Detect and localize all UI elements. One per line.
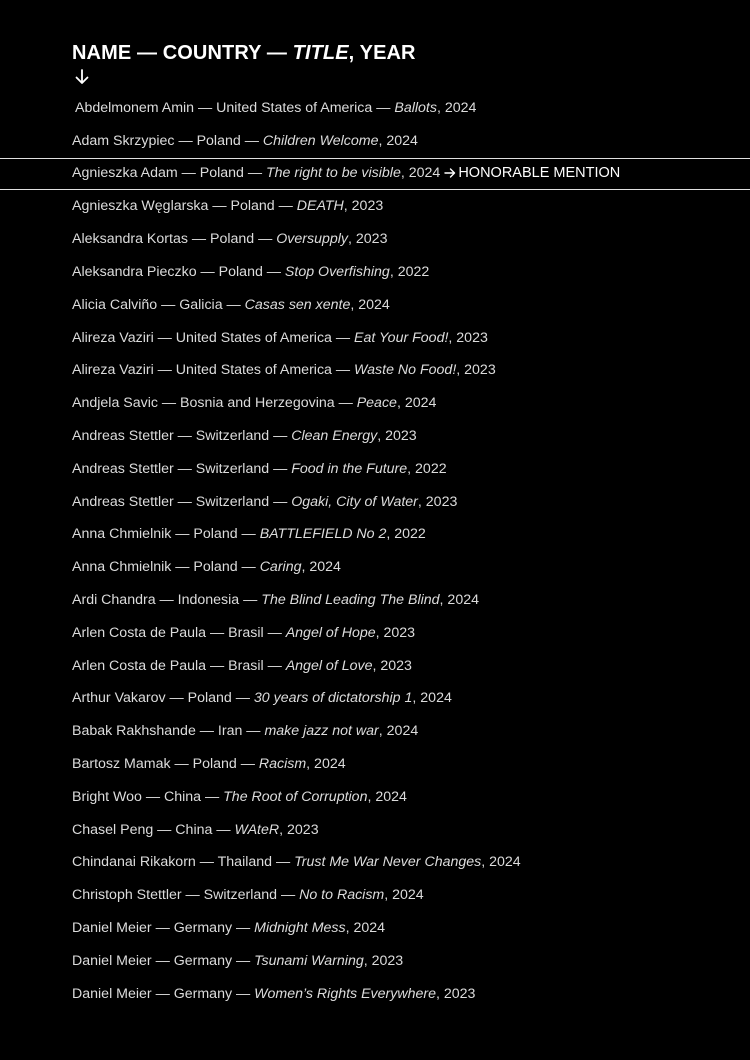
entry-title: make jazz not war [264, 723, 379, 740]
entry-year: , 2023 [279, 821, 319, 838]
entry-year: , 2024 [396, 395, 437, 412]
legend-year: YEAR [359, 42, 416, 64]
entry-title: Angel of Hope [285, 624, 376, 641]
arrow-right-icon [444, 168, 456, 178]
list-item [0, 617, 750, 650]
entry-name-country: Bartosz Mamak — Poland — [72, 755, 259, 772]
entry-year: , 2023 [348, 231, 388, 248]
list-item [0, 190, 750, 223]
entry-name-country: Daniel Meier — Germany — [72, 985, 255, 1002]
entry-year: , 2024 [306, 755, 346, 772]
list-item [0, 322, 750, 355]
entry-title: Clean Energy [291, 427, 378, 444]
entry-title: No to Racism [299, 887, 385, 904]
entry-year: , 2023 [436, 985, 476, 1002]
entry-name-country: Arlen Costa de Paula — Brasil — [72, 657, 286, 674]
entry-year: , 2023 [417, 493, 458, 510]
entry-title: Casas sen xente [244, 296, 351, 313]
entry-year: , 2024 [384, 887, 424, 904]
legend-separator: — [261, 42, 293, 64]
entry-title: Children Welcome [262, 132, 379, 149]
list-item [0, 125, 750, 158]
entry-title: Oversupply [276, 231, 349, 248]
entry-name-country: Andreas Stettler — Switzerland — [72, 460, 292, 477]
entry-title: Ballots [394, 100, 437, 116]
entry-year: , 2024 [481, 854, 521, 871]
entry-name-country: Daniel Meier — Germany — [72, 919, 255, 936]
list-item [0, 682, 750, 715]
list-item [0, 650, 750, 683]
entry-year: , 2024 [367, 788, 407, 805]
list-item [0, 256, 750, 289]
entry-name-country: Christoph Stettler — Switzerland — [72, 887, 300, 904]
entry-name-country: Alicia Calviño — Galicia — [72, 296, 245, 313]
entry-name-country: Abdelmonem Amin — United States of America — [75, 100, 395, 116]
list-item [0, 551, 750, 584]
list-item [0, 289, 750, 322]
entry-name-country: Aleksandra Kortas — Poland — [72, 231, 277, 248]
entry-name-country: Chasel Peng — China — [72, 821, 235, 838]
entry-list [0, 92, 750, 1010]
entry-name-country: Arthur Vakarov — Poland — [72, 690, 254, 707]
entry-name-country: Alireza Vaziri — United States of America — [72, 362, 355, 379]
entry-name-country: Adam Skrzypiec — Poland — [72, 132, 263, 149]
entry-name-country: Daniel Meier — Germany — [72, 952, 255, 969]
entry-year: , 2024 [378, 132, 418, 149]
entry-name-country: Arlen Costa de Paula — Brasil — [72, 624, 286, 641]
entry-year: , 2024 [301, 559, 341, 576]
entry-title: WAteR [234, 821, 280, 838]
column-legend [72, 40, 416, 66]
entry-year: , 2022 [389, 263, 430, 280]
entry-year: , 2024 [436, 100, 477, 116]
entry-name-country: Ardi Chandra — Indonesia — [72, 591, 262, 608]
list-item [0, 453, 750, 486]
list-item [0, 518, 750, 551]
entry-title: Racism [258, 755, 307, 772]
list-item [0, 781, 750, 814]
entry-name-country: Aleksandra Pieczko — Poland — [72, 263, 285, 280]
list-item [0, 92, 750, 125]
entry-title: Peace [356, 395, 397, 412]
list-item [0, 420, 750, 453]
entry-name-country: Babak Rakhshande — Iran — [72, 723, 265, 740]
entry-title: Food in the Future [291, 460, 408, 477]
entry-name-country: Andjela Savic — Bosnia and Herzegovina — [72, 395, 357, 412]
entry-title: Tsunami Warning [254, 952, 364, 969]
list-item [0, 945, 750, 978]
entry-title: Ogaki, City of Water [291, 493, 418, 510]
entry-title: Trust Me War Never Changes [294, 854, 482, 871]
entry-name-country: Anna Chmielnik — Poland — [72, 526, 260, 543]
list-item [0, 584, 750, 617]
entry-title: Eat Your Food! [354, 329, 449, 346]
legend-title: TITLE [292, 42, 349, 64]
entry-name-country: Anna Chmielnik — Poland — [72, 559, 260, 576]
list-item [0, 486, 750, 519]
entry-title: Women’s Rights Everywhere [254, 985, 436, 1002]
entry-name-country: Bright Woo — China — [72, 788, 224, 805]
list-item [0, 715, 750, 748]
entry-year: , 2024 [345, 919, 386, 936]
entry-name-country: Andreas Stettler — Switzerland — [72, 427, 292, 444]
page-header [72, 40, 416, 86]
list-item [0, 879, 750, 912]
entry-title: BATTLEFIELD No 2 [259, 526, 387, 543]
list-item [0, 223, 750, 256]
entry-title: Stop Overfishing [284, 263, 390, 280]
entry-year: , 2023 [448, 329, 488, 346]
list-item [0, 912, 750, 945]
entry-year: , 2022 [386, 526, 426, 543]
list-item [0, 354, 750, 387]
entry-year: , 2024 [412, 690, 452, 707]
list-item [0, 387, 750, 420]
entry-title: The Root of Corruption [223, 788, 368, 805]
entry-title: The Blind Leading The Blind [261, 591, 440, 608]
entry-year: , 2023 [377, 427, 417, 444]
entry-title: Caring [259, 559, 302, 576]
legend-comma: , [348, 42, 360, 64]
entry-name-country: Andreas Stettler — Switzerland — [72, 493, 292, 510]
entry-title: Midnight Mess [254, 919, 346, 936]
entry-name-country: Agnieszka Węglarska — Poland — [72, 198, 297, 215]
entry-name-country: Alireza Vaziri — United States of America — [72, 329, 355, 346]
entry-name-country: Chindanai Rikakorn — Thailand — [72, 854, 295, 871]
entry-title: DEATH [296, 198, 344, 215]
legend-separator: — [131, 42, 163, 64]
legend-country: COUNTRY [162, 42, 262, 64]
legend-name: NAME [72, 42, 132, 64]
entry-year: , 2024 [350, 296, 390, 313]
honorable-mention-label: HONORABLE MENTION [458, 164, 621, 181]
list-item [0, 748, 750, 781]
entry-year: , 2024 [439, 591, 479, 608]
entry-year: , 2024 [378, 723, 419, 740]
list-item [0, 814, 750, 847]
entry-year: , 2023 [372, 657, 412, 674]
entry-year: , 2023 [375, 624, 416, 641]
entry-year: , 2022 [407, 460, 447, 477]
entry-title: Angel of Love [285, 657, 373, 674]
list-item [0, 978, 750, 1011]
entry-title: 30 years of dictatorship 1 [253, 690, 413, 707]
entry-year: , 2023 [363, 952, 404, 969]
entry-title: The right to be visible [266, 164, 401, 181]
entry-year: , 2023 [343, 198, 384, 215]
entry-name-country: Agnieszka Adam — Poland — [72, 164, 266, 181]
arrow-down-icon [73, 68, 91, 86]
list-item [0, 846, 750, 879]
entry-title: Waste No Food! [354, 362, 457, 379]
list-item-highlighted [0, 158, 750, 191]
entry-year: , 2023 [456, 362, 496, 379]
entry-year: , 2024 [400, 164, 441, 181]
